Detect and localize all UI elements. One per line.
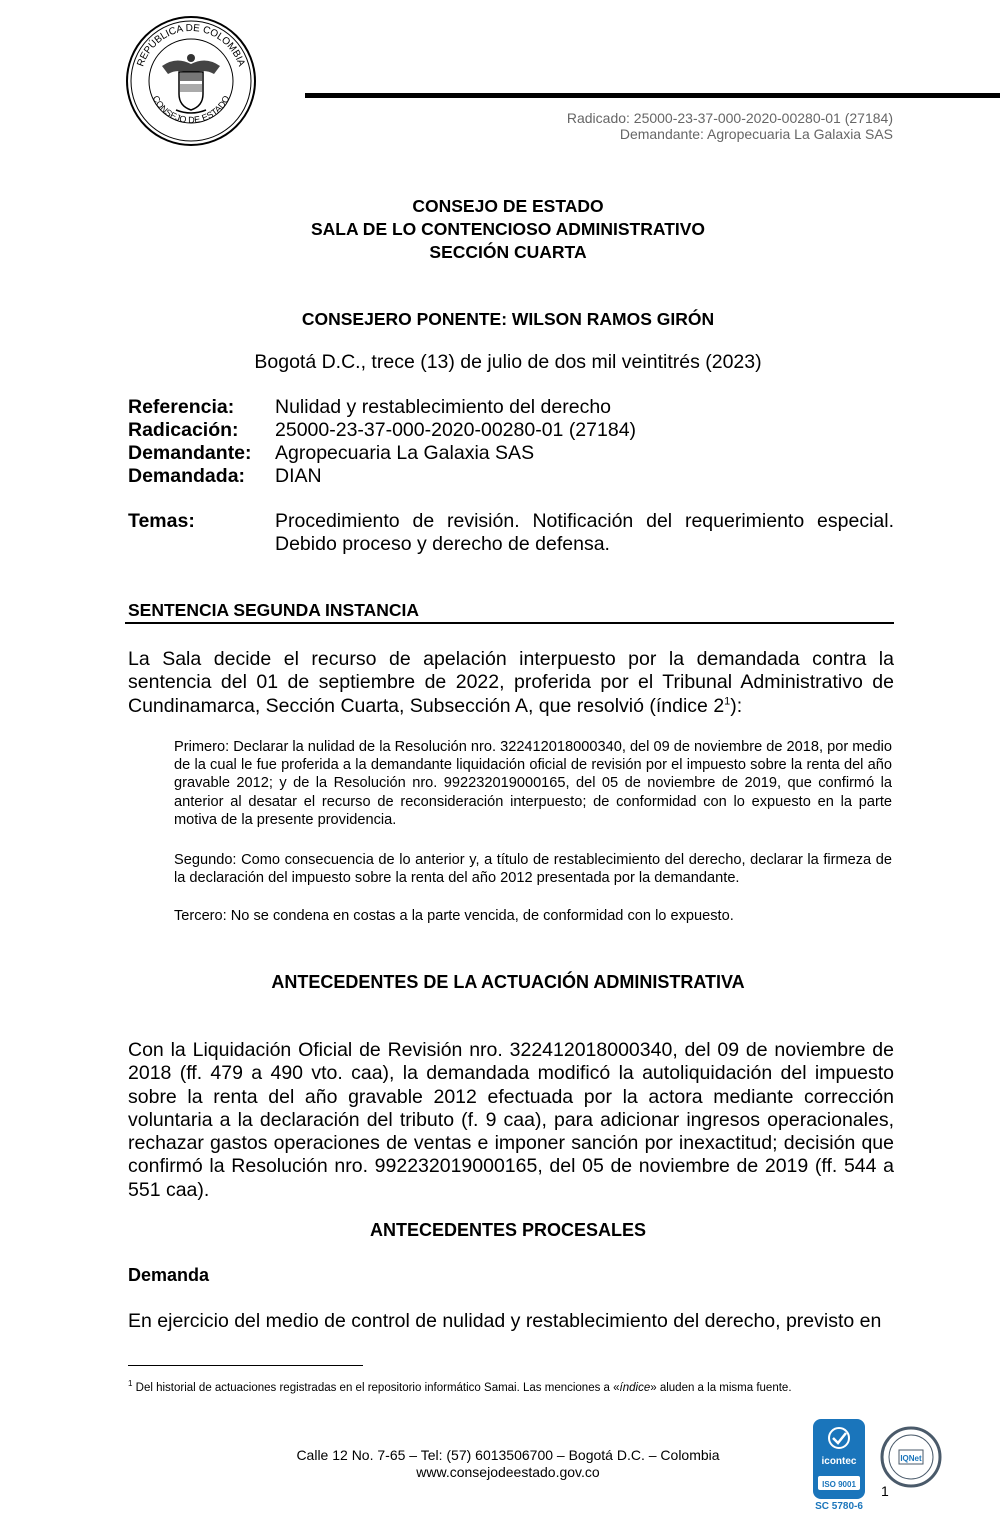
court-section: SECCIÓN CUARTA [429, 242, 587, 262]
quote-tercero: Tercero: No se condena en costas a la parte vencida, de conformidad con lo expuesto. [174, 908, 734, 924]
icontec-label: icontec [821, 1456, 857, 1467]
consejo-de-estado-seal [124, 14, 258, 148]
iqnet-label: IQNet [900, 1454, 922, 1463]
reference-label: Demandada: [128, 465, 246, 487]
intro-text: La Sala decide el recurso de apelación interpuesto por la demandada contra la sentencia del 01 de septiembre de 2022, proferida por el Tribunal Administrativo de Cundinamarca, Sección Cuarta, Subsección A, que resolvió (índice 2 [128, 648, 894, 717]
header-radicado: Radicado: 25000-23-37-000-2020-00280-01 (27184) [566, 110, 893, 126]
intro-paragraph [128, 648, 894, 718]
antecedentes-admin-paragraph: Con la Liquidación Oficial de Revisión nro. 322412018000340, del 09 de noviembre de 2018 (ff. 479 a 490 vto. caa), la demandada modificó la autoliquidación del impuesto sobre la renta del año gravable 2012 efectuada por la actora mediante corrección voluntaria a la declaración del tributo (f. 9 caa), para adicionar ingresos operacionales, rechazar gastos operaciones de ventas e imponer sanción por inexactitud; decisión que confirmó la Resolución nro. 992232019000165, del 05 de noviembre de 2019 (ff. 544 a 551 caa). [128, 1039, 894, 1201]
reference-table [128, 396, 636, 488]
page-number: 1 [881, 1483, 889, 1499]
seal-outer-text: REPÚBLICA DE COLOMBIA [135, 22, 247, 68]
reference-value: Agropecuaria La Galaxia SAS [275, 442, 535, 464]
intro-suffix: ): [730, 694, 743, 717]
footer-address: Calle 12 No. 7-65 – Tel: (57) 6013506700 – Bogotá D.C. – Colombia [296, 1447, 720, 1463]
antecedentes-procesales-heading: ANTECEDENTES PROCESALES [369, 1220, 647, 1240]
footnote-reference[interactable]: 1 [724, 695, 731, 708]
section-rule [125, 622, 894, 624]
footnote-italic: índice [619, 1381, 651, 1394]
footer-website[interactable]: www.consejodeestado.gov.co [416, 1464, 600, 1480]
reference-label: Radicación: [128, 419, 239, 441]
reference-value: 25000-23-37-000-2020-00280-01 (27184) [275, 419, 637, 441]
sc-certification-label: SC 5780-6 [815, 1501, 863, 1512]
footnote-number: 1 [128, 1379, 133, 1388]
antecedentes-admin-heading: ANTECEDENTES DE LA ACTUACIÓN ADMINISTRATIVA [271, 972, 745, 992]
header-meta [567, 110, 893, 142]
reference-row [128, 396, 636, 419]
temas-row [128, 510, 894, 556]
footnote-rule [128, 1365, 363, 1366]
coat-of-arms-icon [162, 54, 220, 113]
quote-segundo: Segundo: Como consecuencia de lo anterior y, a título de restablecimiento del derecho, declarar la firmeza de la declaración del impuesto sobre la renta del año 2012 presentada por la demandante. [174, 852, 892, 887]
ponente-line: CONSEJERO PONENTE: WILSON RAMOS GIRÓN [301, 309, 715, 329]
court-title [0, 195, 1000, 264]
reference-row [128, 419, 636, 442]
footnote-text-end: » aluden a la misma fuente. [650, 1381, 792, 1394]
court-name: CONSEJO DE ESTADO [412, 196, 604, 216]
temas-value: Procedimiento de revisión. Notificación del requerimiento especial. Debido proceso y derecho de defensa. [275, 510, 894, 555]
court-chamber: SALA DE LO CONTENCIOSO ADMINISTRATIVO [310, 219, 706, 239]
reference-value: Nulidad y restablecimiento del derecho [275, 396, 612, 418]
demanda-paragraph: En ejercicio del medio de control de nulidad y restablecimiento del derecho, previsto en [128, 1310, 882, 1332]
icontec-certification-icon [812, 1418, 866, 1510]
temas-label: Temas: [128, 510, 195, 532]
footnote-text: Del historial de actuaciones registradas en el repositorio informático Samai. Las menciones a « [132, 1381, 620, 1394]
header-rule [305, 93, 1000, 98]
demanda-subheading: Demanda [128, 1265, 210, 1285]
date-line: Bogotá D.C., trece (13) de julio de dos mil veintitrés (2023) [254, 351, 762, 373]
reference-row [128, 465, 636, 488]
seal-inner-text: CONSEJO DE ESTADO [150, 93, 232, 126]
header-demandante: Demandante: Agropecuaria La Galaxia SAS [619, 126, 893, 142]
reference-label: Demandante: [128, 442, 252, 464]
sentencia-heading: SENTENCIA SEGUNDA INSTANCIA [128, 600, 420, 620]
iso-label: ISO 9001 [822, 1480, 856, 1489]
quote-primero: Primero: Declarar la nulidad de la Resolución nro. 322412018000340, del 09 de noviembre de 2018, por medio de la cual le fue proferida a la demandante liquidación oficial de revisión por el impuesto sobre la renta del año gravable 2012; y de la Resolución nro. 992232019000165, del 05 de noviembre de 2019, que confirmó la anterior al desatar el recurso de reconsideración interpuesto; de conformidad con lo expuesto en la parte motiva de la presente providencia. [174, 739, 892, 828]
iqnet-certification-icon [880, 1426, 942, 1488]
reference-row [128, 442, 636, 465]
reference-label: Referencia: [128, 396, 235, 418]
footnote [128, 1377, 898, 1395]
reference-value: DIAN [275, 465, 322, 487]
